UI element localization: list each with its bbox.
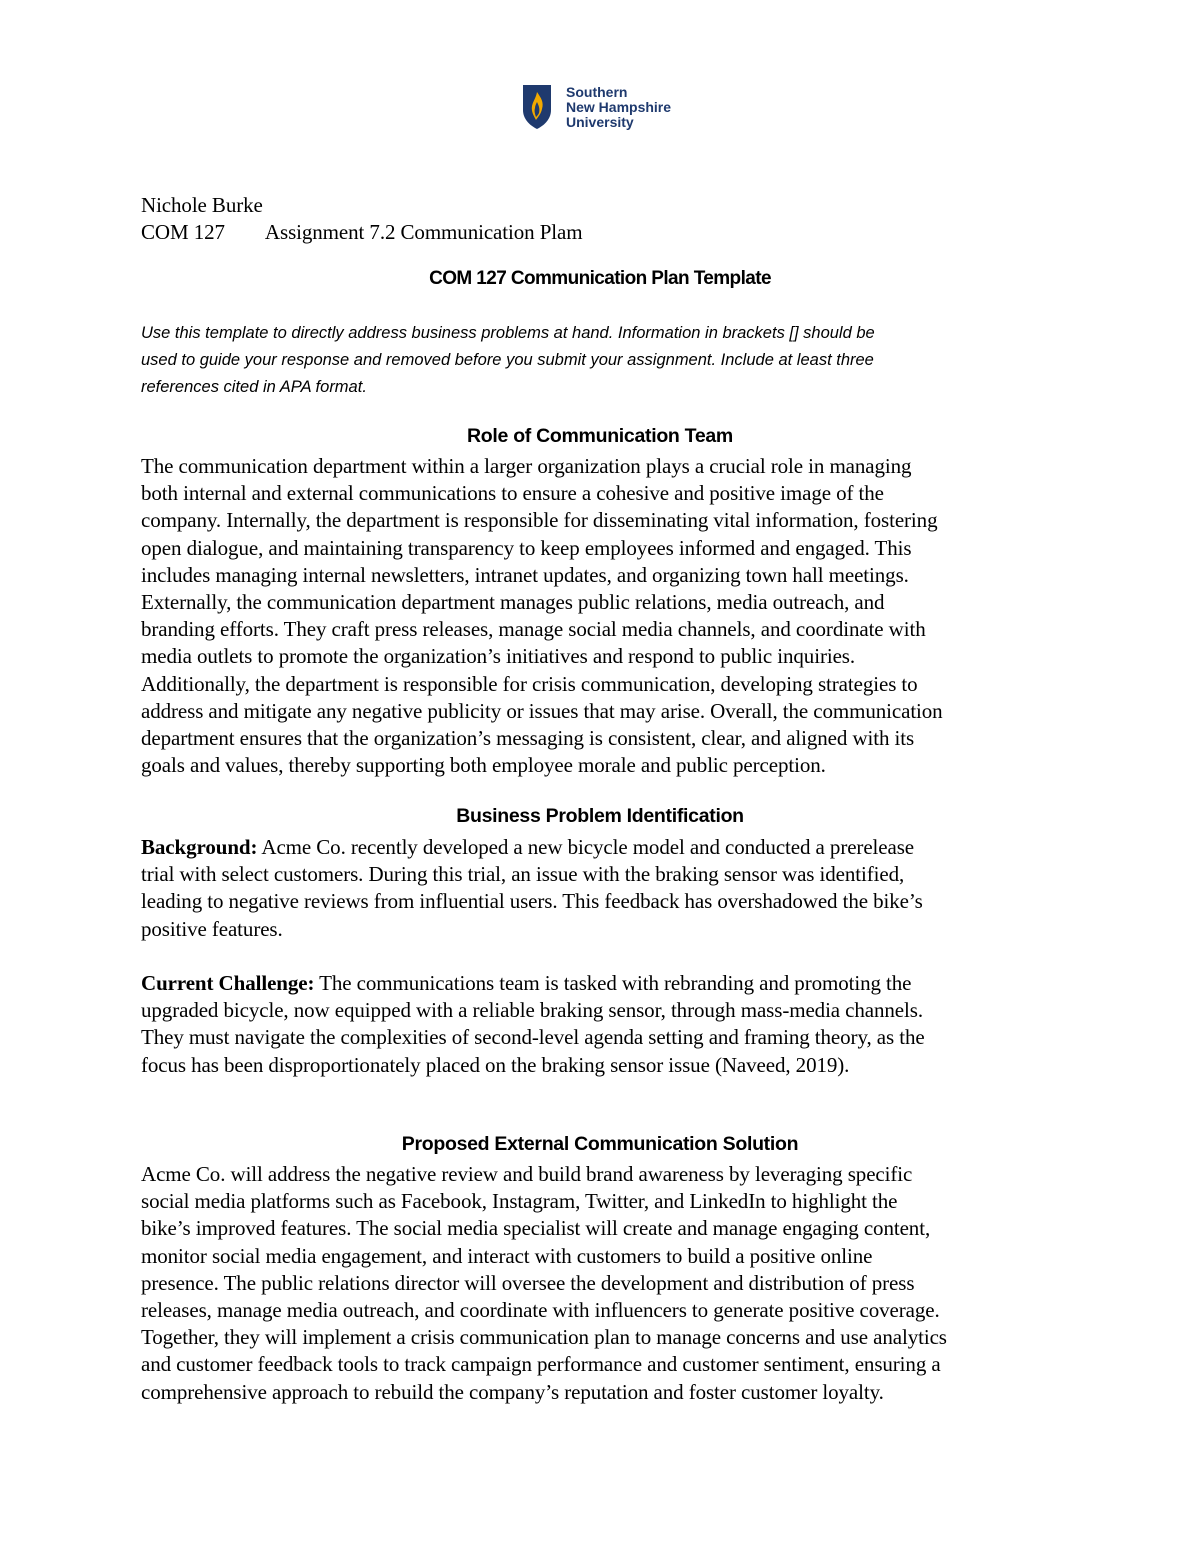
instruction-line: references cited in APA format. <box>141 378 367 397</box>
paragraph-line <box>141 834 1066 861</box>
paragraph-line: Acme Co. will address the negative review and build brand awareness by leveraging specific <box>141 1162 913 1186</box>
page-title: COM 127 Communication Plan Template <box>429 268 771 289</box>
logo-wordmark <box>566 84 671 130</box>
instruction-line: Use this template to directly address business problems at hand. Information in brackets [] should be <box>141 324 875 342</box>
logo-line-3: University <box>566 114 634 130</box>
paragraph-line: both internal and external communications to ensure a cohesive and positive image of the <box>141 481 884 506</box>
section-heading-role: Role of Communication Team <box>467 425 733 447</box>
paragraph-line: monitor social media engagement, and interact with customers to build a positive online <box>141 1243 873 1268</box>
course-assignment-line: COM 127 Assignment 7.2 Communication Plam <box>141 220 583 244</box>
paragraph-line: department ensures that the organization’s messaging is consistent, clear, and aligned with its <box>141 726 915 751</box>
background-text: Acme Co. recently developed a new bicycle model and conducted a prerelease <box>257 835 915 859</box>
paragraph-line: positive features. <box>141 916 283 941</box>
paragraph-line: company. Internally, the department is responsible for disseminating vital information, fostering <box>141 508 938 533</box>
paragraph-line: leading to negative reviews from influential users. This feedback has overshadowed the bike’s <box>141 889 923 914</box>
paragraph-line <box>141 970 1066 997</box>
role-paragraph <box>141 453 1066 779</box>
paragraph-line: The communication department within a larger organization plays a crucial role in managing <box>141 454 912 478</box>
paragraph-line: trial with select customers. During this trial, an issue with the braking sensor was identified, <box>141 862 905 887</box>
instruction-line: used to guide your response and removed before you submit your assignment. Include at least three <box>141 351 874 370</box>
paragraph-line: media outlets to promote the organization’s initiatives and respond to public inquiries. <box>141 644 856 669</box>
paragraph-line: goals and values, thereby supporting both employee morale and public perception. <box>141 753 826 778</box>
solution-paragraph <box>141 1161 1066 1406</box>
challenge-text: The communications team is tasked with rebranding and promoting the <box>314 971 912 995</box>
paragraph-line: includes managing internal newsletters, intranet updates, and organizing town hall meetings. <box>141 562 909 587</box>
paragraph-line: social media platforms such as Facebook, Instagram, Twitter, and LinkedIn to highlight the <box>141 1189 898 1214</box>
paragraph-line: bike’s improved features. The social media specialist will create and manage engaging content, <box>141 1216 931 1241</box>
paragraph-line: focus has been disproportionately placed on the braking sensor issue (Naveed, 2019). <box>141 1052 850 1077</box>
paragraph-line: upgraded bicycle, now equipped with a reliable braking sensor, through mass-media channels. <box>141 998 923 1023</box>
challenge-label: Current Challenge: <box>141 971 315 995</box>
background-paragraph <box>141 834 1066 943</box>
paragraph-line: open dialogue, and maintaining transparency to keep employees informed and engaged. This <box>141 535 912 560</box>
paragraph-line: They must navigate the complexities of second-level agenda setting and framing theory, as the <box>141 1025 925 1050</box>
university-logo <box>522 84 671 130</box>
paragraph-line: and customer feedback tools to track campaign performance and customer sentiment, ensuring a <box>141 1352 941 1377</box>
background-label: Background: <box>141 835 258 859</box>
shield-flame-icon <box>522 84 552 130</box>
logo-line-1: Southern <box>566 84 628 100</box>
template-instructions <box>141 320 1071 402</box>
section-heading-problem: Business Problem Identification <box>456 805 744 827</box>
paragraph-line: releases, manage media outreach, and coordinate with influencers to generate positive coverage. <box>141 1298 940 1323</box>
paragraph-line: address and mitigate any negative publicity or issues that may arise. Overall, the communication <box>141 698 943 723</box>
paragraph-line: presence. The public relations director will oversee the development and distribution of press <box>141 1270 915 1295</box>
author-name: Nichole Burke <box>141 193 263 217</box>
paragraph-line: Together, they will implement a crisis communication plan to manage concerns and use analytics <box>141 1325 947 1350</box>
paragraph-line: branding efforts. They craft press releases, manage social media channels, and coordinate with <box>141 617 926 642</box>
logo-line-2: New Hampshire <box>566 99 672 115</box>
section-heading-solution: Proposed External Communication Solution <box>401 1133 799 1155</box>
paragraph-line: comprehensive approach to rebuild the company’s reputation and foster customer loyalty. <box>141 1379 884 1404</box>
challenge-paragraph <box>141 970 1066 1079</box>
paragraph-line: Externally, the communication department manages public relations, media outreach, and <box>141 590 885 615</box>
paragraph-line: Additionally, the department is responsible for crisis communication, developing strategies to <box>141 671 918 696</box>
